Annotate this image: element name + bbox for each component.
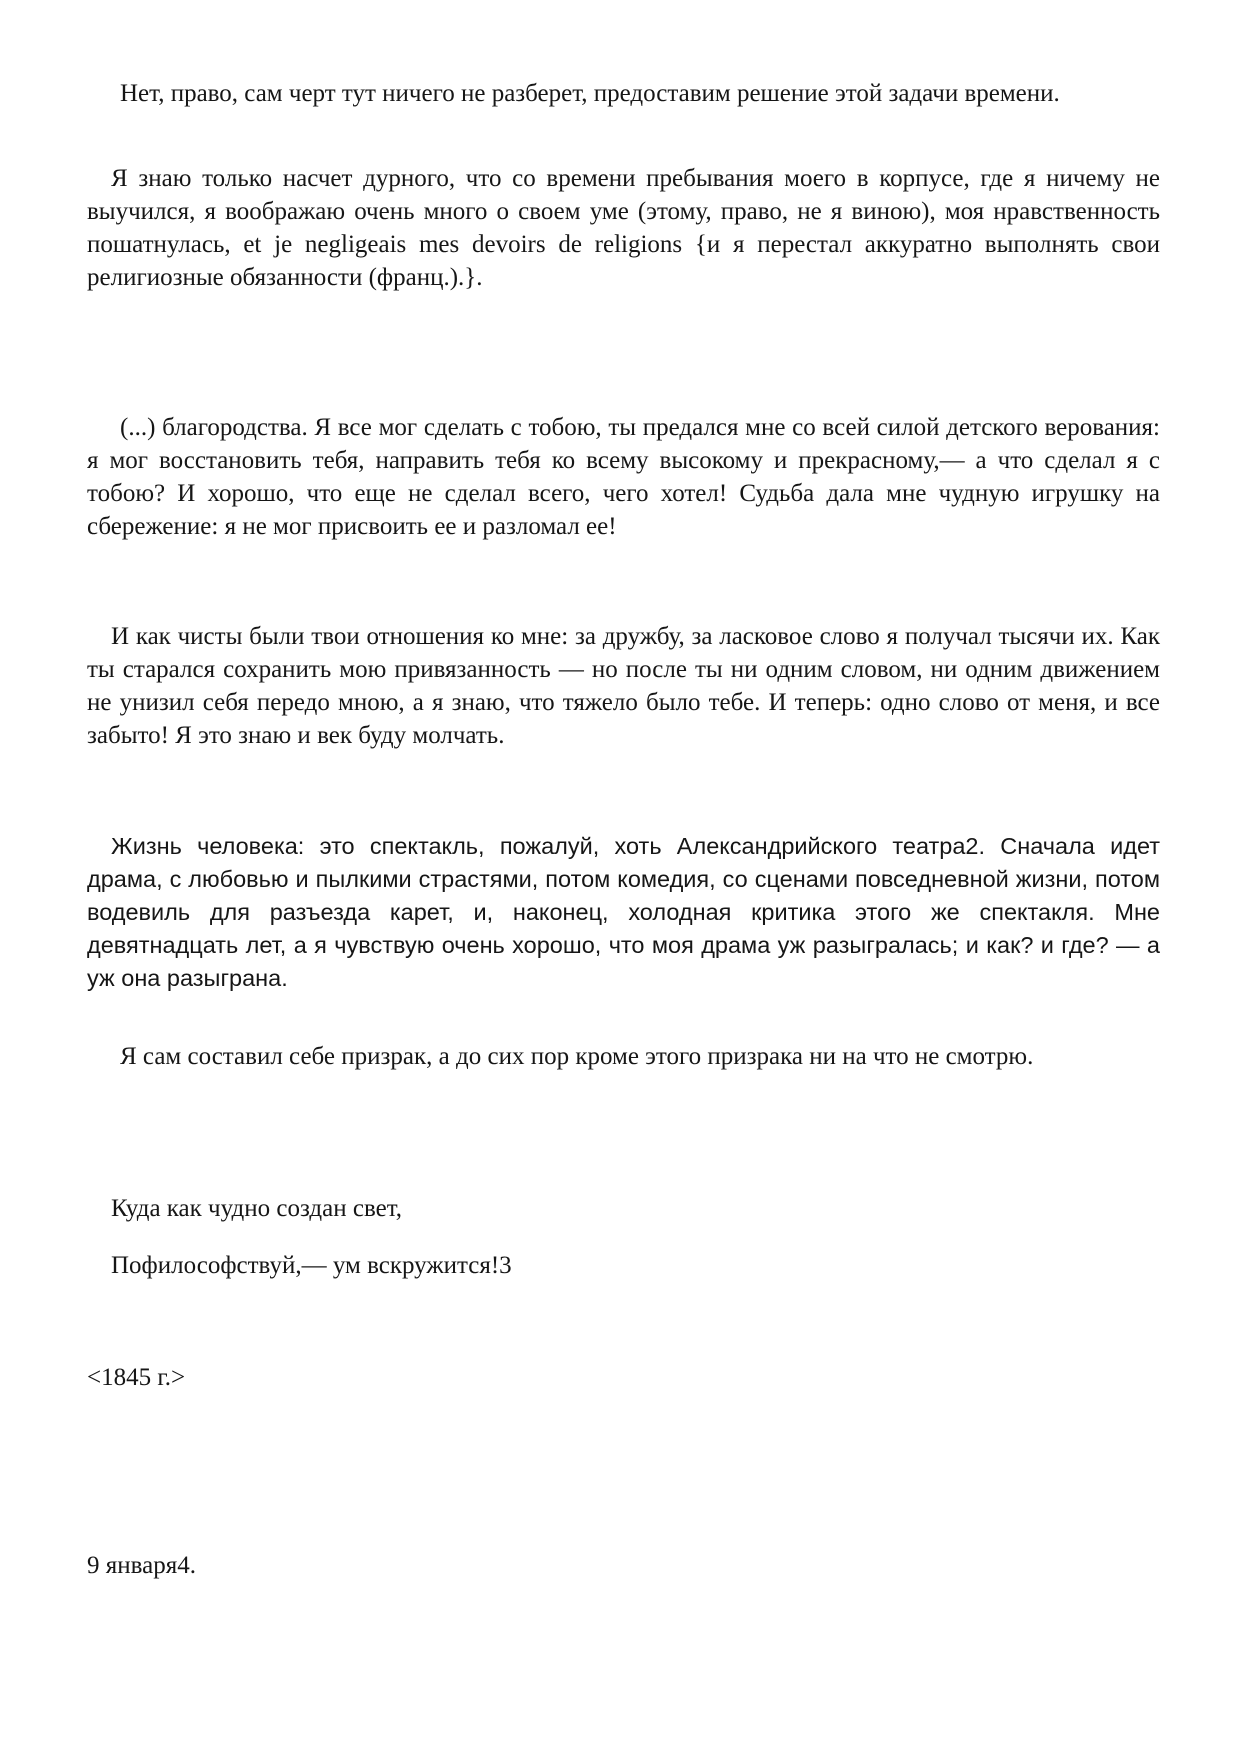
paragraph-1: Нет, право, сам черт тут ничего не разберет, предоставим решение этой задачи времени. (120, 80, 1060, 107)
verse-line-1: Куда как чудно создан свет, (111, 1195, 403, 1222)
paragraph-2: Я знаю только насчет дурного, что со времени пребывания моего в корпусе, где я ничему не выучился, я воображаю очень много о своем уме (этому, право, не я виною), моя нравственность пошатнулась, et je negligeais mes devoirs de religions {и я перестал аккуратно выполнять свои религиозные обязанности (франц.).}. (87, 165, 1160, 291)
diary-date: 9 января4. (87, 1552, 196, 1579)
verse-line-2: Пофилософствуй,— ум вскружится!3 (111, 1252, 512, 1279)
date-note: <1845 г.> (87, 1364, 186, 1391)
paragraph-6: Я сам составил себе призрак, а до сих пор кроме этого призрака ни на что не смотрю. (120, 1043, 1034, 1070)
paragraph-3: (...) благородства. Я все мог сделать с тобою, ты предался мне со всей силой детского верования: я мог восстановить тебя, направить тебя ко всему высокому и прекрасному,— а что сделал я с тобою? И хорошо, что еще не сделал всего, чего хотел! Судьба дала мне чудную игрушку на сбережение: я не мог присвоить ее и разломал ее! (87, 414, 1160, 540)
paragraph-4: И как чисты были твои отношения ко мне: за дружбу, за ласковое слово я получал тысячи их. Как ты старался сохранить мою привязанность — но после ты ни одним словом, ни одним движением не унизил себя передо мною, а я знаю, что тяжело было тебе. И теперь: одно слово от меня, и все забыто! Я это знаю и век буду молчать. (87, 623, 1160, 749)
paragraph-5: Жизнь человека: это спектакль, пожалуй, хоть Александрийского театра2. Сначала идет драма, с любовью и пылкими страстями, потом комедия, со сценами повседневной жизни, потом водевиль для разъезда карет, и, наконец, холодная критика этого же спектакля. Мне девятнадцать лет, а я чувствую очень хорошо, что моя драма уж разыгралась; и как? и где? — а уж она разыграна. (87, 833, 1160, 991)
